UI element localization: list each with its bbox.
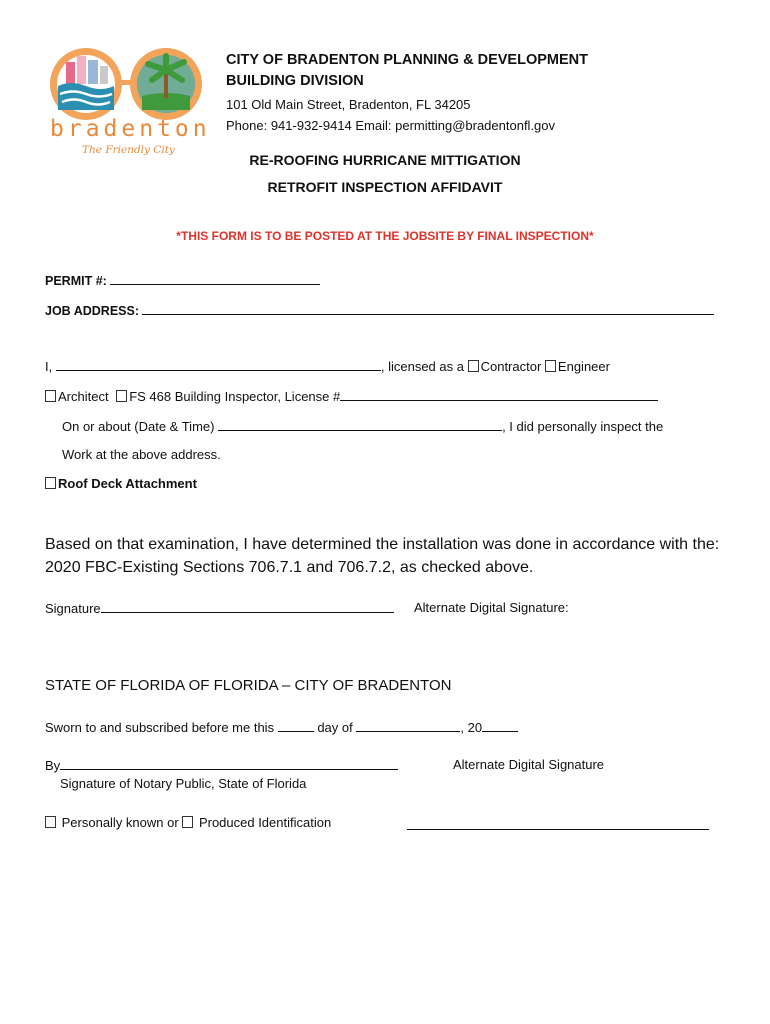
personally-known-checkbox[interactable] — [45, 816, 56, 828]
personally-known-label: Personally known or — [61, 815, 179, 830]
header-block — [226, 50, 588, 136]
signature-label: Signature — [45, 601, 101, 616]
permit-number-field[interactable] — [110, 272, 320, 285]
signature-row — [45, 600, 394, 616]
org-name-line2: BUILDING DIVISION — [226, 73, 364, 89]
sworn-row — [45, 719, 518, 735]
sworn-day-field[interactable] — [278, 719, 314, 732]
sworn-text2: day of — [317, 720, 353, 735]
produced-id-label: Produced Identification — [198, 815, 332, 830]
architect-checkbox[interactable] — [45, 390, 56, 402]
alt-notary-signature-line[interactable] — [407, 829, 709, 830]
produced-id-checkbox[interactable] — [182, 816, 193, 828]
date-time-field[interactable] — [218, 418, 502, 431]
alt-signature-label: Alternate Digital Signature: — [414, 600, 569, 615]
fs468-label: FS 468 Building Inspector, License # — [129, 389, 341, 404]
org-contact: Phone: 941-932-9414 Email: permitting@bradentonfl.gov — [226, 118, 556, 133]
permit-row — [45, 272, 320, 288]
contractor-checkbox[interactable] — [468, 360, 479, 372]
license-number-field[interactable] — [340, 388, 658, 401]
sworn-text3: , 20 — [460, 720, 483, 735]
city-logo — [46, 44, 211, 164]
job-address-row — [45, 302, 714, 318]
i-label: I, — [45, 359, 53, 374]
form-title-line2: RETROFIT INSPECTION AFFIDAVIT — [267, 179, 503, 195]
inspect-text: , I did personally inspect the — [502, 419, 664, 434]
identification-row — [45, 815, 331, 830]
contractor-label: Contractor — [480, 359, 542, 374]
affidavit-line3 — [62, 418, 663, 434]
notary-by-row — [45, 757, 398, 773]
sworn-text1: Sworn to and subscribed before me this — [45, 720, 275, 735]
licensee-name-field[interactable] — [56, 358, 381, 371]
engineer-checkbox[interactable] — [545, 360, 556, 372]
roof-deck-checkbox[interactable] — [45, 477, 56, 489]
roof-deck-row — [45, 476, 197, 491]
notary-signature-caption: Signature of Notary Public, State of Florida — [60, 776, 307, 791]
form-title-line1: RE-ROOFING HURRICANE MITTIGATION — [249, 152, 521, 168]
architect-label: Architect — [58, 389, 109, 404]
sworn-year-field[interactable] — [482, 719, 518, 732]
affidavit-line1 — [45, 358, 610, 374]
sworn-month-field[interactable] — [356, 719, 460, 732]
work-address-text: Work at the above address. — [62, 447, 221, 462]
notary-alt-signature-label: Alternate Digital Signature — [453, 757, 605, 772]
roof-deck-label: Roof Deck Attachment — [58, 476, 197, 491]
job-address-label: JOB ADDRESS: — [45, 304, 139, 318]
on-or-about-label: On or about (Date & Time) — [62, 419, 215, 434]
signature-field[interactable] — [101, 600, 394, 613]
engineer-label: Engineer — [557, 359, 610, 374]
licensed-as-text: , licensed as a — [380, 359, 464, 374]
fs468-checkbox[interactable] — [116, 390, 127, 402]
by-label: By — [45, 758, 61, 773]
logo-tagline: The Friendly City — [82, 144, 175, 156]
logo-wordmark: bradenton — [50, 116, 211, 142]
notary-state-header: STATE OF FLORIDA OF FLORIDA – CITY OF BRADENTON — [45, 677, 452, 694]
affidavit-line2 — [45, 388, 658, 404]
notary-signature-field[interactable] — [60, 757, 398, 770]
determination-statement: Based on that examination, I have determined the installation was done in accordance with the: 2020 FBC-Existing Sections 706.7.1 and 706.7.2, as checked above. — [45, 536, 720, 576]
org-address: 101 Old Main Street, Bradenton, FL 34205 — [226, 97, 471, 112]
org-name-line1: CITY OF BRADENTON PLANNING & DEVELOPMENT — [226, 52, 588, 68]
posting-notice: *THIS FORM IS TO BE POSTED AT THE JOBSITE BY FINAL INSPECTION* — [176, 229, 594, 243]
permit-label: PERMIT #: — [45, 274, 107, 288]
job-address-field[interactable] — [142, 302, 714, 315]
